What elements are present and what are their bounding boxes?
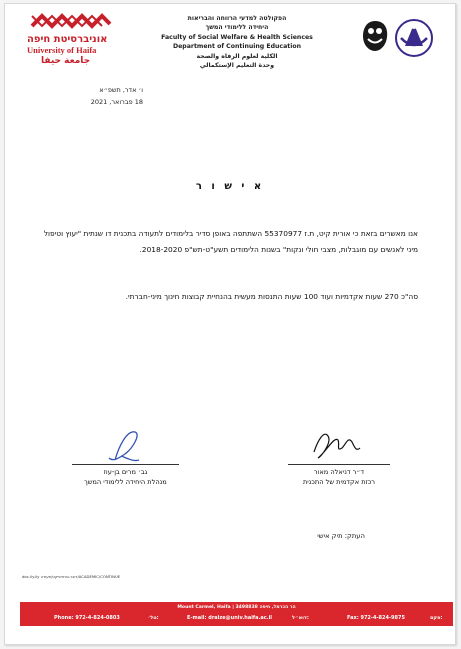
- header-line: Faculty of Social Welfare & Health Sciences: [161, 33, 313, 41]
- header-line: היחידה ללימודי המשך: [205, 24, 269, 32]
- signatory-right: [275, 467, 403, 487]
- body-paragraph-2: סה"כ 270 שעות אקדמיות ועוד 100 שעות התנסות מעשית בהנחיית קבוצות חינוך מיני-חברתי.: [125, 292, 418, 301]
- header-line: وحدة التعليم الإستكمالي: [199, 62, 275, 70]
- footer-address: Mount Carmel, Haifa | 3498838 הר הכרמל, חיפה: [177, 605, 296, 610]
- continuing-education-emblem-icon: [395, 16, 433, 60]
- body-paragraph-1: אנו מאשרים בזאת כי אורית קיט, ת.ז 55370977 השתתפה באופן סדיר בלימודים לתעודה בתכנית דו שנתית "יעוץ וטיפול מיני לאנשים עם מוגבלות, מצבי חולי ונקות" בשנות הלימודים תשע"ט-תש"פ 2018-2020.: [43, 229, 418, 254]
- faculty-header: [155, 14, 319, 70]
- footer-bar: [20, 602, 453, 626]
- university-name-english: University of Haifa: [27, 45, 97, 55]
- document-date: [91, 84, 143, 108]
- document-reference: doc.ily.ily דובר-סרטיפיקט/תעודה/ACADEMIC/CONTINUE: [22, 574, 121, 579]
- signature-line-right: [288, 464, 390, 465]
- footer-email-label: דוא״ל:: [292, 615, 309, 621]
- signatory-left-role: מנהלת היחידה ללימודי המשך: [84, 478, 167, 486]
- signatory-right-role: רכזת אקדמית של התכנית: [302, 478, 376, 486]
- footer-phone: Phone: 972-4-824-0803: [54, 615, 120, 621]
- footer-fax: Fax: 972-4-824-9875: [347, 615, 405, 621]
- date-gregorian: 18 פברואר, 2021: [90, 98, 143, 106]
- signature-right-icon: [308, 422, 363, 464]
- faculty-emblem-icon: [360, 19, 390, 53]
- signatory-right-name: ד״ר דניאלה מאור: [313, 468, 365, 476]
- footer-fax-label: פקס:: [430, 615, 443, 621]
- signatory-left-name: גב׳ מרים בן-עוז: [103, 468, 148, 476]
- date-hebrew: ו׳ אדר, תשפ״א: [99, 86, 143, 94]
- document-title: א י ש ו ר: [195, 181, 265, 192]
- header-line: הפקולטה למדעי הרווחה והבריאות: [187, 15, 287, 22]
- copy-note: העתק: תיק אישי: [317, 532, 365, 540]
- document-page: [4, 3, 456, 645]
- signatory-left: [67, 467, 184, 487]
- university-name-hebrew: אוניברסיטת חיפה: [27, 34, 108, 45]
- university-name-arabic: جامعة حيفا: [41, 56, 91, 66]
- signature-line-left: [72, 464, 179, 465]
- footer-phone-label: טל׳:: [148, 615, 159, 621]
- footer-email: E-mail: dralze@univ.haifa.ac.il: [187, 615, 273, 621]
- signature-left-icon: [105, 424, 145, 466]
- header-line: الكلية لعلوم الرفاه والصحة: [196, 52, 278, 60]
- header-line: Department of Continuing Education: [172, 43, 302, 51]
